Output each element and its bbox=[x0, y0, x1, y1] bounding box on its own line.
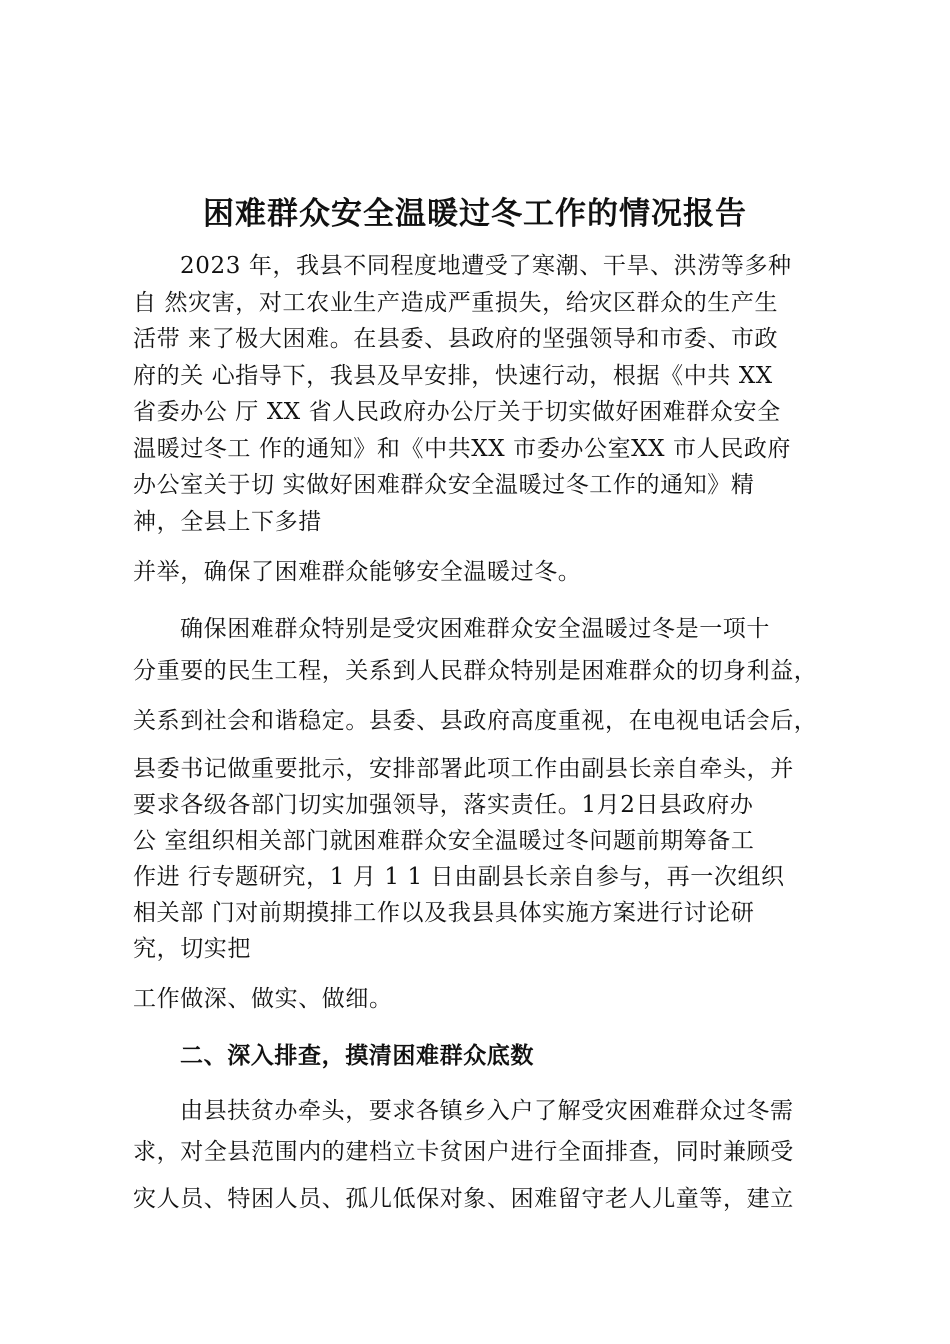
document-title: 困难群众安全温暖过冬工作的情况报告 bbox=[203, 196, 747, 232]
paragraph-line: 分重要的民生工程，关系到人民群众特别是困难群众的切身利益， bbox=[133, 658, 818, 684]
paragraph-line: 作进 行专题研究，1 月 1 1 日由副县长亲自参与，再一次组织 bbox=[133, 864, 785, 890]
paragraph-line: 求，对全县范围内的建档立卡贫困户进行全面排查，同时兼顾受 bbox=[133, 1139, 794, 1165]
paragraph-line: 自 然灾害，对工农业生产造成严重损失，给灾区群众的生产生 bbox=[133, 290, 779, 316]
paragraph-line: 并举，确保了困难群众能够安全温暖过冬。 bbox=[133, 559, 582, 585]
paragraph-line: 县委书记做重要批示，安排部署此项工作由副县长亲自牵头，并 bbox=[133, 756, 794, 782]
section-heading: 二、深入排查，摸清困难群众底数 bbox=[180, 1043, 534, 1069]
paragraph-line: 工作做深、做实、做细。 bbox=[133, 986, 393, 1012]
paragraph-line: 省委办公 厅 XX 省人民政府办公厅关于切实做好困难群众安全 bbox=[133, 399, 781, 425]
paragraph-line: 公 室组织相关部门就困难群众安全温暖过冬问题前期筹备工 bbox=[133, 828, 755, 854]
paragraph-line: 灾人员、特困人员、孤儿低保对象、困难留守老人儿童等，建立 bbox=[133, 1186, 794, 1212]
paragraph-line: 要求各级各部门切实加强领导，落实责任。1月2日县政府办 bbox=[133, 792, 754, 818]
paragraph-line: 活带 来了极大困难。在县委、县政府的坚强领导和市委、市政 bbox=[133, 326, 779, 352]
paragraph-line: 温暖过冬工 作的通知》和《中共XX 市委办公室XX 市人民政府 bbox=[133, 436, 792, 462]
paragraph-line: 2023 年，我县不同程度地遭受了寒潮、干旱、洪涝等多种 bbox=[180, 253, 792, 279]
paragraph-line: 由县扶贫办牵头，要求各镇乡入户了解受灾困难群众过冬需 bbox=[180, 1098, 794, 1124]
paragraph-line: 确保困难群众特别是受灾困难群众安全温暖过冬是一项十 bbox=[180, 616, 770, 642]
paragraph-line: 办公室关于切 实做好困难群众安全温暖过冬工作的通知》精 bbox=[133, 472, 755, 498]
paragraph-line: 府的关 心指导下，我县及早安排，快速行动，根据《中共 XX bbox=[133, 363, 773, 389]
paragraph-line: 神，全县上下多措 bbox=[133, 509, 322, 535]
paragraph-line: 关系到社会和谐稳定。县委、县政府高度重视，在电视电话会后， bbox=[133, 708, 818, 734]
paragraph-line: 相关部 门对前期摸排工作以及我县具体实施方案进行讨论研 bbox=[133, 900, 755, 926]
paragraph-line: 究，切实把 bbox=[133, 936, 251, 962]
